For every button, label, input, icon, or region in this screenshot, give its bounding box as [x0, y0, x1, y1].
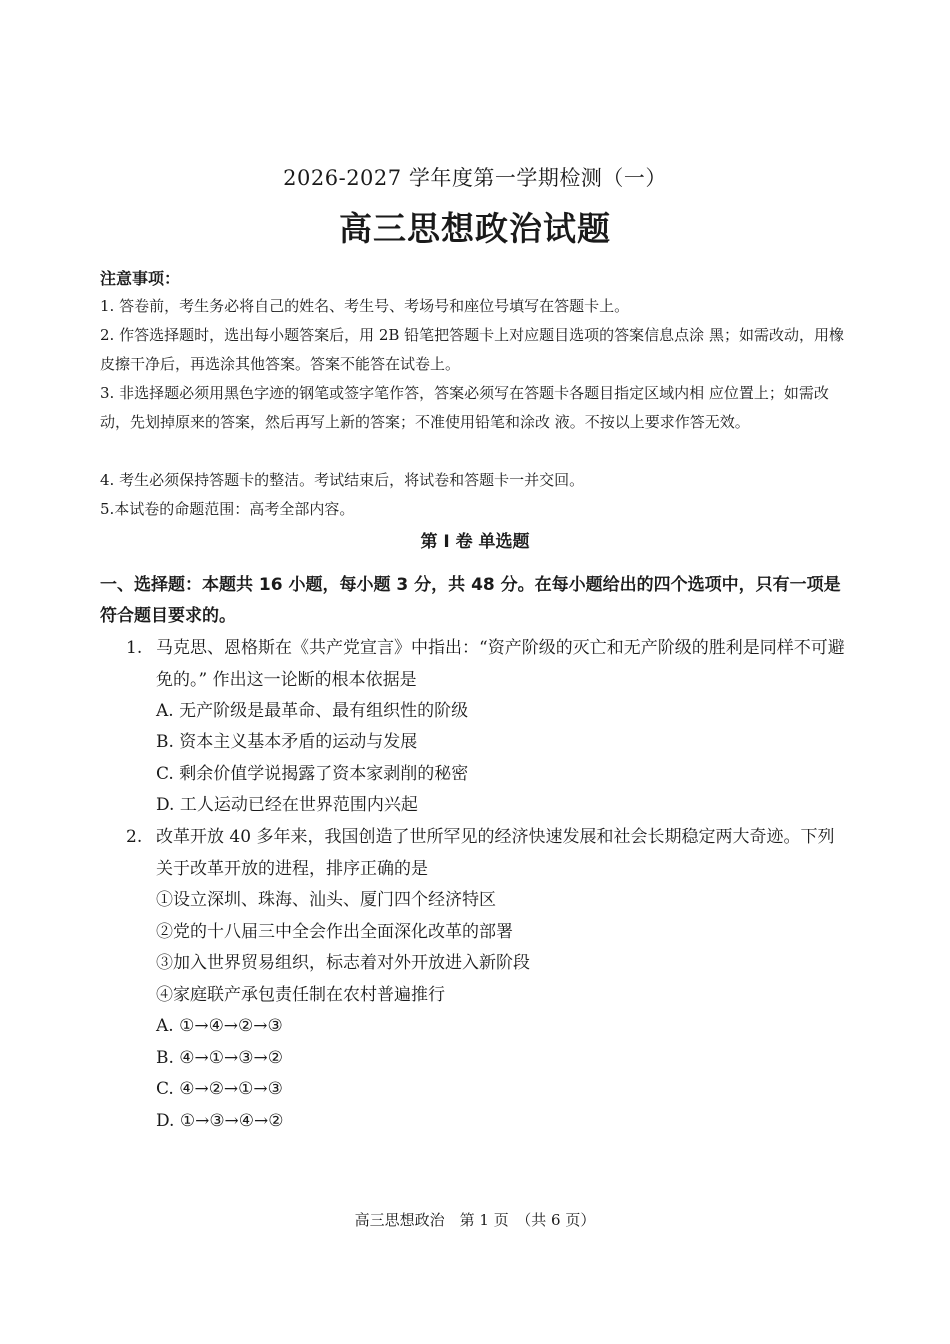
- statement-1: ①设立深圳、珠海、汕头、厦门四个经济特区: [156, 890, 496, 910]
- notice-item-2: 2. 作答选择题时，选出每小题答案后，用 2B 铅笔把答题卡上对应题目选项的答案信息点涂 黑；如需改动，用橡皮擦干净后，再选涂其他答案。答案不能答在试卷上。: [100, 326, 844, 373]
- question-1: [126, 633, 846, 696]
- page-footer: 高三思想政治 第 1 页 （共 6 页）: [354, 1211, 596, 1229]
- notice-item-3: 3. 非选择题必须用黑色字迹的钢笔或签字笔作答，答案必须写在答题卡各题目指定区域内相 应位置上；如需改动，先划掉原来的答案，然后再写上新的答案；不准使用铅笔和涂改 液。不按以上要求作答无效。: [100, 384, 829, 431]
- question-stem: 改革开放 40 多年来，我国创造了世所罕见的经济快速发展和社会长期稳定两大奇迹。下列关于改革开放的进程，排序正确的是: [156, 827, 835, 879]
- notice-heading: 注意事项：: [100, 269, 181, 288]
- option-a: A. 无产阶级是最革命、最有组织性的阶级: [156, 701, 469, 721]
- section-instructions: 一、选择题：本题共 16 小题，每小题 3 分，共 48 分。在每小题给出的四个选项中，只有一项是符合题目要求的。: [100, 575, 841, 626]
- section-title: 第 I 卷 单选题: [420, 532, 530, 552]
- option-d: D. 工人运动已经在世界范围内兴起: [156, 795, 418, 815]
- option-c: C. 剩余价值学说揭露了资本家剥削的秘密: [156, 764, 469, 784]
- notice-item-4: 4. 考生必须保持答题卡的整洁。考试结束后，将试卷和答题卡一并交回。: [100, 471, 585, 489]
- option-c: C. ④→②→①→③: [156, 1079, 283, 1099]
- option-b: B. ④→①→③→②: [156, 1048, 283, 1068]
- notice-item-1: 1. 答卷前，考生务必将自己的姓名、考生号、考场号和座位号填写在答题卡上。: [100, 297, 630, 315]
- question-2: [126, 822, 846, 885]
- statement-3: ③加入世界贸易组织，标志着对外开放进入新阶段: [156, 953, 530, 973]
- notice-item-5: 5.本试卷的命题范围：高考全部内容。: [100, 500, 355, 518]
- option-b: B. 资本主义基本矛盾的运动与发展: [156, 732, 418, 752]
- question-stem: 马克思、恩格斯在《共产党宣言》中指出：“资产阶级的灭亡和无产阶级的胜利是同样不可避免的。” 作出这一论断的根本依据是: [156, 638, 845, 690]
- question-number: 2.: [126, 827, 143, 847]
- statement-4: ④家庭联产承包责任制在农村普遍推行: [156, 985, 445, 1005]
- statement-2: ②党的十八届三中全会作出全面深化改革的部署: [156, 922, 513, 942]
- exam-title: 高三思想政治试题: [339, 209, 611, 248]
- option-a: A. ①→④→②→③: [156, 1016, 283, 1036]
- question-number: 1.: [126, 638, 143, 658]
- exam-subtitle: 2026-2027 学年度第一学期检测（一）: [283, 166, 667, 190]
- option-d: D. ①→③→④→②: [156, 1111, 284, 1131]
